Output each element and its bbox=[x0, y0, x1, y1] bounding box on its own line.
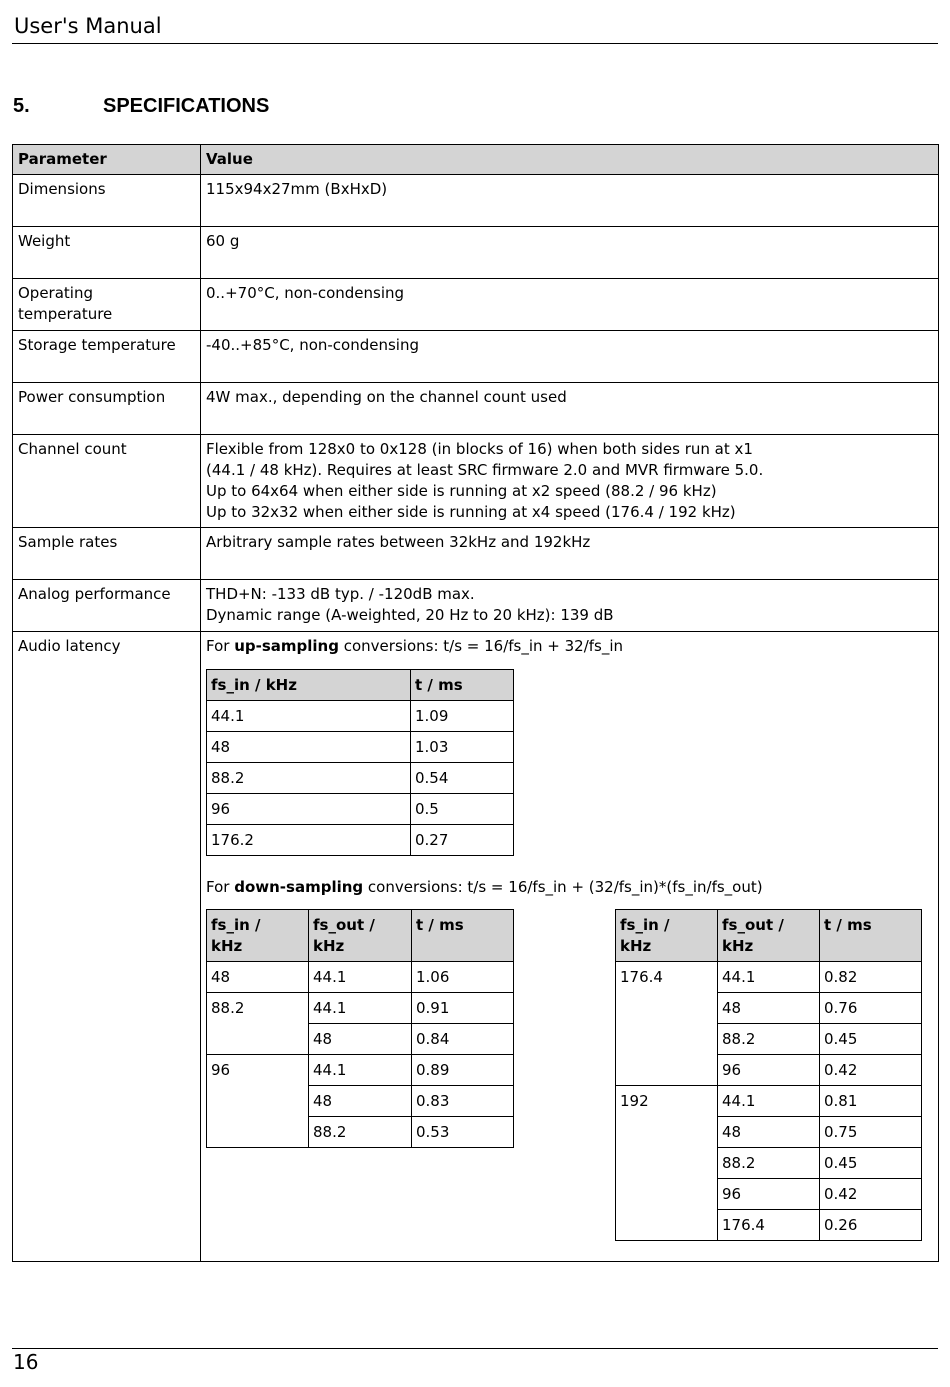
up-sampling-table bbox=[206, 669, 514, 856]
fs-in-cell: 88.2 bbox=[207, 763, 411, 794]
spec-row-sample-rates bbox=[13, 528, 939, 580]
t-cell: 1.09 bbox=[411, 701, 514, 732]
footer-rule bbox=[12, 1348, 938, 1349]
header-fs-out: fs_out / kHz bbox=[309, 910, 412, 962]
value-cell bbox=[201, 435, 939, 528]
table-row bbox=[207, 1055, 514, 1086]
t-cell: 0.91 bbox=[412, 993, 514, 1024]
param-cell bbox=[13, 279, 201, 331]
table-row bbox=[616, 1086, 922, 1117]
fs-in-cell: 96 bbox=[207, 794, 411, 825]
spec-row-analog-performance bbox=[13, 580, 939, 632]
t-cell: 0.53 bbox=[412, 1117, 514, 1148]
table-row bbox=[207, 763, 514, 794]
fs-out-cell: 88.2 bbox=[718, 1024, 820, 1055]
t-cell: 0.89 bbox=[412, 1055, 514, 1086]
fs-in-cell: 88.2 bbox=[207, 993, 309, 1055]
table-row bbox=[207, 701, 514, 732]
fs-in-cell: 96 bbox=[207, 1055, 309, 1148]
table-row bbox=[207, 794, 514, 825]
section-number: 5. bbox=[13, 95, 30, 117]
formula-prefix: For bbox=[206, 878, 235, 896]
column-header-value: Value bbox=[201, 145, 939, 175]
table-row bbox=[207, 962, 514, 993]
fs-in-cell: 176.4 bbox=[616, 962, 718, 1086]
down-sampling-tables bbox=[206, 909, 934, 1255]
value-cell: 4W max., depending on the channel count used bbox=[201, 383, 939, 435]
fs-out-cell: 44.1 bbox=[718, 962, 820, 993]
fs-out-cell: 48 bbox=[718, 1117, 820, 1148]
fs-out-cell: 44.1 bbox=[309, 962, 412, 993]
formula-text: conversions: t/s = 16/fs_in + 32/fs_in bbox=[338, 637, 624, 655]
header-t-ms: t / ms bbox=[412, 910, 514, 962]
t-cell: 0.26 bbox=[820, 1210, 922, 1241]
header-fs-in: fs_in / kHz bbox=[616, 910, 718, 962]
t-cell: 1.03 bbox=[411, 732, 514, 763]
table-row bbox=[616, 962, 922, 993]
header-t-ms: t / ms bbox=[411, 670, 514, 701]
param-cell: Analog performance bbox=[13, 580, 201, 632]
param-cell: Weight bbox=[13, 227, 201, 279]
t-cell: 0.42 bbox=[820, 1055, 922, 1086]
value-cell bbox=[201, 580, 939, 632]
fs-in-cell: 48 bbox=[207, 962, 309, 993]
fs-out-cell: 44.1 bbox=[309, 1055, 412, 1086]
down-sampling-table-a bbox=[206, 909, 514, 1148]
t-cell: 0.45 bbox=[820, 1024, 922, 1055]
fs-out-cell: 88.2 bbox=[309, 1117, 412, 1148]
up-table-header-row bbox=[207, 670, 514, 701]
down-sampling-table-b bbox=[615, 909, 922, 1241]
formula-prefix: For bbox=[206, 637, 235, 655]
value-line: Flexible from 128x0 to 0x128 (in blocks of 16) when both sides run at x1 bbox=[206, 440, 753, 458]
fs-out-cell: 48 bbox=[309, 1024, 412, 1055]
t-cell: 1.06 bbox=[412, 962, 514, 993]
column-header-parameter: Parameter bbox=[13, 145, 201, 175]
spec-header-row bbox=[13, 145, 939, 175]
t-cell: 0.27 bbox=[411, 825, 514, 856]
param-cell: Storage temperature bbox=[13, 331, 201, 383]
formula-keyword: down-sampling bbox=[234, 878, 364, 896]
value-line: THD+N: -133 dB typ. / -120dB max. bbox=[206, 585, 475, 603]
down-sampling-formula bbox=[206, 877, 934, 898]
t-cell: 0.82 bbox=[820, 962, 922, 993]
table-row bbox=[207, 993, 514, 1024]
fs-in-cell: 44.1 bbox=[207, 701, 411, 732]
header-fs-out: fs_out / kHz bbox=[718, 910, 820, 962]
t-cell: 0.76 bbox=[820, 993, 922, 1024]
header-t-ms: t / ms bbox=[820, 910, 922, 962]
param-cell: Dimensions bbox=[13, 175, 201, 227]
fs-out-cell: 44.1 bbox=[309, 993, 412, 1024]
specifications-table bbox=[12, 144, 939, 1262]
value-cell: -40..+85°C, non-condensing bbox=[201, 331, 939, 383]
param-cell: Channel count bbox=[13, 435, 201, 528]
down-table-header-row bbox=[616, 910, 922, 962]
header-fs-in: fs_in / kHz bbox=[207, 670, 411, 701]
running-header-title: User's Manual bbox=[14, 14, 162, 38]
spec-row-weight bbox=[13, 227, 939, 279]
fs-in-cell: 176.2 bbox=[207, 825, 411, 856]
param-cell: Audio latency bbox=[13, 632, 201, 1262]
value-cell: 115x94x27mm (BxHxD) bbox=[201, 175, 939, 227]
table-row bbox=[207, 732, 514, 763]
value-cell: 0..+70°C, non-condensing bbox=[201, 279, 939, 331]
param-line: temperature bbox=[18, 305, 113, 323]
header-fs-in: fs_in / kHz bbox=[207, 910, 309, 962]
value-line: Up to 64x64 when either side is running at x2 speed (88.2 / 96 kHz) bbox=[206, 482, 717, 500]
t-cell: 0.84 bbox=[412, 1024, 514, 1055]
value-cell: 60 g bbox=[201, 227, 939, 279]
up-sampling-formula bbox=[206, 636, 934, 657]
spec-row-operating-temperature bbox=[13, 279, 939, 331]
fs-out-cell: 96 bbox=[718, 1055, 820, 1086]
t-cell: 0.42 bbox=[820, 1179, 922, 1210]
t-cell: 0.54 bbox=[411, 763, 514, 794]
t-cell: 0.45 bbox=[820, 1148, 922, 1179]
t-cell: 0.5 bbox=[411, 794, 514, 825]
section-title: SPECIFICATIONS bbox=[103, 95, 270, 117]
param-cell: Sample rates bbox=[13, 528, 201, 580]
fs-out-cell: 48 bbox=[718, 993, 820, 1024]
fs-out-cell: 44.1 bbox=[718, 1086, 820, 1117]
header-rule bbox=[12, 43, 938, 44]
t-cell: 0.75 bbox=[820, 1117, 922, 1148]
spec-row-power-consumption bbox=[13, 383, 939, 435]
spec-row-channel-count bbox=[13, 435, 939, 528]
formula-keyword: up-sampling bbox=[234, 637, 339, 655]
fs-out-cell: 176.4 bbox=[718, 1210, 820, 1241]
value-line: (44.1 / 48 kHz). Requires at least SRC firmware 2.0 and MVR firmware 5.0. bbox=[206, 461, 764, 479]
formula-text: conversions: t/s = 16/fs_in + (32/fs_in)*(fs_in/fs_out) bbox=[363, 878, 763, 896]
t-cell: 0.81 bbox=[820, 1086, 922, 1117]
fs-out-cell: 88.2 bbox=[718, 1148, 820, 1179]
spec-row-audio-latency bbox=[13, 632, 939, 1262]
fs-out-cell: 48 bbox=[309, 1086, 412, 1117]
value-cell: Arbitrary sample rates between 32kHz and 192kHz bbox=[201, 528, 939, 580]
fs-in-cell: 48 bbox=[207, 732, 411, 763]
page-number: 16 bbox=[13, 1350, 39, 1374]
spec-row-dimensions bbox=[13, 175, 939, 227]
value-line: Up to 32x32 when either side is running at x4 speed (176.4 / 192 kHz) bbox=[206, 503, 736, 521]
down-table-header-row bbox=[207, 910, 514, 962]
param-line: Operating bbox=[18, 284, 93, 302]
table-row bbox=[207, 825, 514, 856]
spec-row-storage-temperature bbox=[13, 331, 939, 383]
value-line: Dynamic range (A-weighted, 20 Hz to 20 kHz): 139 dB bbox=[206, 606, 614, 624]
fs-in-cell: 192 bbox=[616, 1086, 718, 1241]
fs-out-cell: 96 bbox=[718, 1179, 820, 1210]
t-cell: 0.83 bbox=[412, 1086, 514, 1117]
param-cell: Power consumption bbox=[13, 383, 201, 435]
value-cell bbox=[201, 632, 939, 1262]
